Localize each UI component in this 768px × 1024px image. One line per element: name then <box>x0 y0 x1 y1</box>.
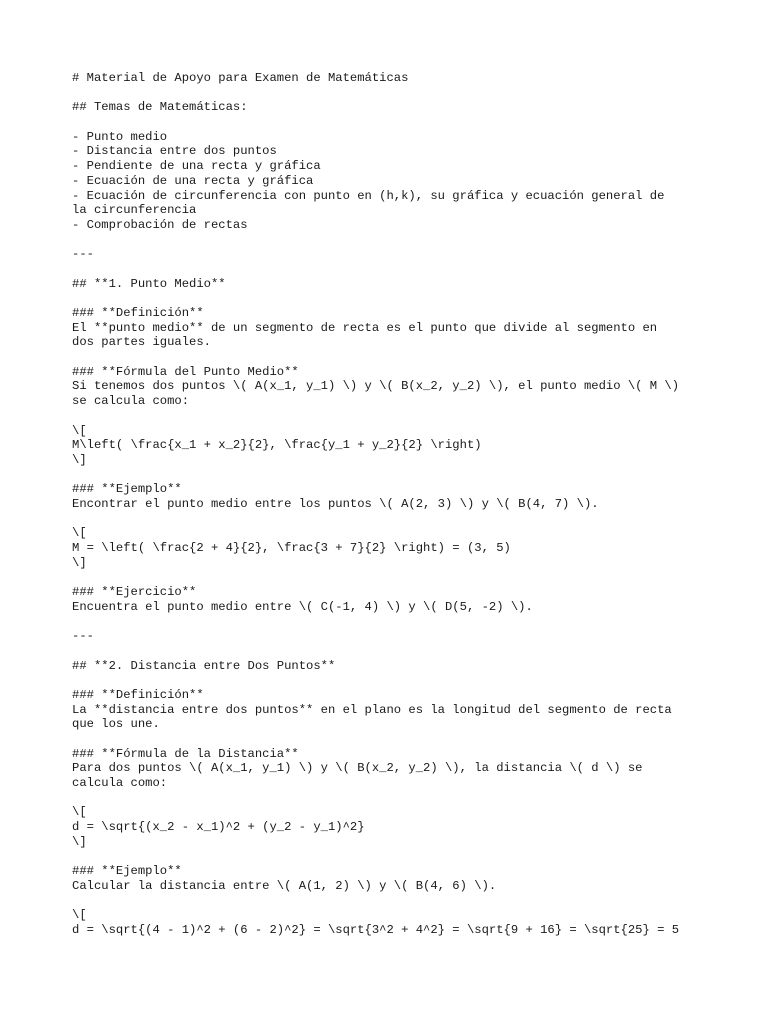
subsection-heading: ### **Definición** <box>72 306 204 320</box>
blank-line <box>72 350 732 365</box>
blank-line <box>72 791 732 806</box>
subsection-heading: ### **Ejemplo** <box>72 864 182 879</box>
text-line: d = \sqrt{(x_2 - x_1)^2 + (y_2 - y_1)^2} <box>72 820 365 835</box>
section-heading: ## Temas de Matemáticas: <box>72 100 248 115</box>
blank-line <box>72 644 732 659</box>
blank-line <box>72 262 732 277</box>
subsection-heading: ### **Ejercicio** <box>72 585 197 600</box>
text-line: calcula como: <box>72 776 168 790</box>
text-line: Si tenemos dos puntos \( A(x_1, y_1) \) y \( B(x_2, y_2) \), el punto medio \( M \) <box>72 379 680 394</box>
math-delimiter: \[ <box>72 526 87 541</box>
horizontal-rule: --- <box>72 629 94 644</box>
text-line: Encontrar el punto medio entre los puntos \( A(2, 3) \) y \( B(4, 7) \). <box>72 496 599 511</box>
blank-line <box>72 732 732 747</box>
text-line: se calcula como: <box>72 394 190 409</box>
list-item: - Ecuación de circunferencia con punto en (h,k), su gráfica y ecuación general de <box>72 188 665 203</box>
section-heading: ## **2. Distancia entre Dos Puntos** <box>72 658 336 673</box>
math-delimiter: \[ <box>72 423 87 438</box>
math-delimiter: \[ <box>72 908 87 923</box>
blank-line <box>72 673 732 688</box>
list-item: - Pendiente de una recta y gráfica <box>72 159 321 174</box>
blank-line <box>72 894 732 909</box>
text-line: Encuentra el punto medio entre \( C(-1, 4) \) y \( D(5, -2) \). <box>72 599 533 614</box>
blank-line <box>72 570 732 585</box>
list-item: - Comprobación de rectas <box>72 217 248 232</box>
blank-line <box>72 468 732 483</box>
math-delimiter: \] <box>72 452 87 467</box>
math-delimiter: \] <box>72 555 87 570</box>
list-item: - Punto medio <box>72 129 168 144</box>
subsection-heading: ### **Ejemplo** <box>72 482 182 497</box>
blank-line <box>72 409 732 424</box>
text-line: la circunferencia <box>72 203 197 218</box>
text-line: Para dos puntos \( A(x_1, y_1) \) y \( B(x_2, y_2) \), la distancia \( d \) se <box>72 761 643 776</box>
text-line: Calcular la distancia entre \( A(1, 2) \) y \( B(4, 6) \). <box>72 878 497 893</box>
text-line: El **punto medio** de un segmento de recta es el punto que divide al segmento en <box>72 320 658 335</box>
text-line: M = \left( \frac{2 + 4}{2}, \frac{3 + 7}{2} \right) = (3, 5) <box>72 541 511 555</box>
document-body <box>72 71 732 938</box>
blank-line <box>72 614 732 629</box>
text-line: que los une. <box>72 717 160 732</box>
horizontal-rule: --- <box>72 247 94 262</box>
subsection-heading: ### **Fórmula del Punto Medio** <box>72 364 299 379</box>
math-delimiter: \[ <box>72 805 87 820</box>
text-line: M\left( \frac{x_1 + x_2}{2}, \frac{y_1 + y_2}{2} \right) <box>72 438 482 453</box>
blank-line <box>72 291 732 306</box>
list-item: - Ecuación de una recta y gráfica <box>72 173 314 188</box>
blank-line <box>72 115 732 130</box>
subsection-heading: ### **Definición** <box>72 687 204 702</box>
text-line: dos partes iguales. <box>72 335 211 350</box>
list-item: - Distancia entre dos puntos <box>72 144 277 159</box>
text-line: La **distancia entre dos puntos** en el plano es la longitud del segmento de recta <box>72 702 672 717</box>
math-delimiter: \] <box>72 834 87 849</box>
text-line: d = \sqrt{(4 - 1)^2 + (6 - 2)^2} = \sqrt{3^2 + 4^2} = \sqrt{9 + 16} = \sqrt{25} = 5 <box>72 922 680 937</box>
blank-line <box>72 86 732 101</box>
section-heading: ## **1. Punto Medio** <box>72 276 226 291</box>
document-title: # Material de Apoyo para Examen de Matemáticas <box>72 71 409 85</box>
blank-line <box>72 233 732 248</box>
blank-line <box>72 512 732 527</box>
subsection-heading: ### **Fórmula de la Distancia** <box>72 746 299 761</box>
blank-line <box>72 849 732 864</box>
